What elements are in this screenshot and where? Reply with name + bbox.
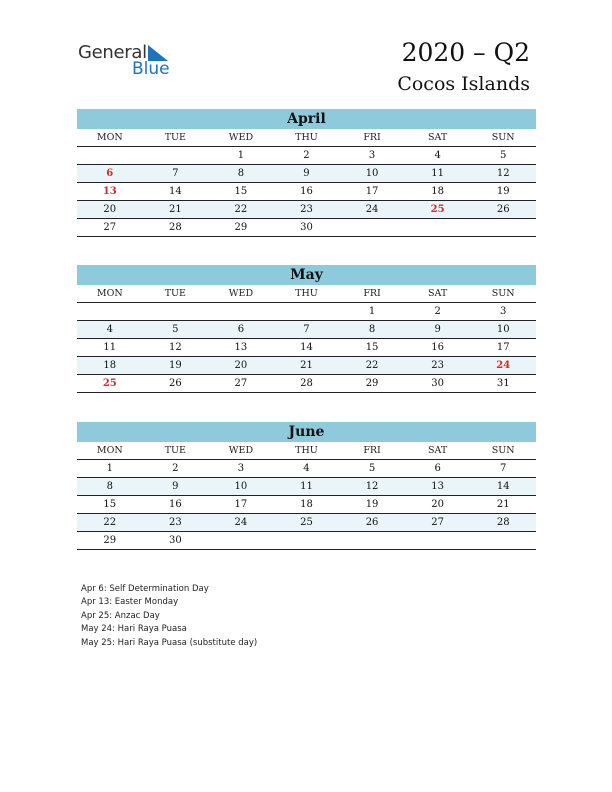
- week-row: [77, 375, 536, 393]
- weekday-label: TUE: [164, 445, 186, 456]
- weekday-label: THU: [295, 445, 318, 456]
- day-cell: 19: [496, 186, 510, 197]
- day-cell: 1: [237, 150, 245, 161]
- empty-day-cell: [143, 303, 209, 320]
- day-cell: 24: [234, 517, 248, 528]
- day-cell: 16: [168, 499, 182, 510]
- month-grid: [77, 303, 536, 393]
- week-row: [77, 532, 536, 550]
- day-cell: 1: [106, 463, 113, 474]
- day-cell: 13: [431, 481, 444, 492]
- day-cell: 17: [365, 186, 379, 197]
- day-cell: 28: [496, 517, 510, 528]
- empty-day-cell: [274, 303, 340, 320]
- week-row: [77, 219, 536, 237]
- day-cell: 2: [172, 463, 179, 474]
- weekday-label: THU: [295, 288, 318, 299]
- day-cell: 12: [496, 168, 510, 179]
- day-cell: 12: [365, 481, 379, 492]
- week-row: [77, 496, 536, 514]
- empty-day-cell: [77, 147, 143, 164]
- day-cell: 13: [234, 342, 248, 353]
- day-cell: 7: [500, 463, 507, 474]
- day-cell: 31: [496, 378, 510, 389]
- day-cell: 9: [303, 168, 310, 179]
- day-cell: 16: [431, 342, 444, 353]
- day-cell: 27: [431, 517, 444, 528]
- day-cell: 29: [103, 535, 117, 546]
- day-cell: 14: [168, 186, 182, 197]
- day-cell: 11: [300, 481, 313, 492]
- day-cell: 12: [168, 342, 182, 353]
- day-cell: 26: [168, 378, 182, 389]
- day-cell: 14: [300, 342, 313, 353]
- day-cell: 7: [303, 324, 310, 335]
- empty-day-cell: [405, 219, 471, 236]
- day-cell: 28: [168, 222, 182, 233]
- day-cell: 1: [368, 306, 376, 317]
- weekday-label: WED: [228, 288, 254, 299]
- empty-day-cell: [208, 532, 274, 549]
- day-cell: 30: [300, 222, 313, 233]
- day-cell: 10: [365, 168, 379, 179]
- empty-day-cell: [77, 303, 143, 320]
- holiday-notes: [81, 583, 257, 650]
- day-cell: 8: [106, 481, 113, 492]
- weekday-label: SAT: [428, 288, 448, 299]
- day-cell: 5: [500, 150, 507, 161]
- week-row: [77, 321, 536, 339]
- weekday-label: SAT: [428, 132, 448, 143]
- empty-day-cell: [143, 147, 209, 164]
- weekday-label: SAT: [428, 445, 448, 456]
- day-cell: 6: [434, 463, 441, 474]
- month-grid: [77, 460, 536, 550]
- week-row: [77, 357, 536, 375]
- day-cell: 30: [168, 535, 182, 546]
- empty-day-cell: [339, 532, 405, 549]
- day-cell: 22: [365, 360, 379, 371]
- logo-general-text: General: [78, 42, 147, 63]
- weekday-label: WED: [228, 445, 254, 456]
- day-cell: 8: [237, 168, 245, 179]
- day-cell: 27: [103, 222, 117, 233]
- month-grid: [77, 147, 536, 237]
- day-cell: 17: [496, 342, 510, 353]
- day-cell: 29: [365, 378, 379, 389]
- day-cell: 18: [103, 360, 117, 371]
- day-cell: 21: [300, 360, 313, 371]
- day-cell: 25: [300, 517, 313, 528]
- weekday-label: THU: [295, 132, 318, 143]
- day-cell: 27: [234, 378, 248, 389]
- weekday-label: FRI: [363, 132, 381, 143]
- day-cell: 10: [234, 481, 248, 492]
- day-cell: 5: [368, 463, 376, 474]
- day-cell: 24: [365, 204, 379, 215]
- day-cell: 19: [365, 499, 379, 510]
- day-cell: 2: [303, 150, 310, 161]
- logo-blue-text: Blue: [132, 59, 170, 79]
- day-cell: 18: [300, 499, 313, 510]
- day-cell: 3: [368, 150, 376, 161]
- week-row: [77, 339, 536, 357]
- day-cell: 16: [300, 186, 313, 197]
- page-subtitle: Cocos Islands: [397, 73, 530, 95]
- empty-day-cell: [470, 532, 536, 549]
- day-cell: 7: [172, 168, 179, 179]
- day-cell: 24: [496, 360, 511, 371]
- day-cell: 23: [168, 517, 182, 528]
- holiday-note: Apr 6: Self Determination Day: [81, 584, 209, 594]
- month-april: [77, 109, 536, 237]
- weekday-label: MON: [96, 288, 123, 299]
- day-cell: 10: [496, 324, 510, 335]
- day-cell: 26: [496, 204, 510, 215]
- day-cell: 13: [102, 186, 117, 197]
- day-cell: 11: [103, 342, 117, 353]
- day-cell: 29: [234, 222, 248, 233]
- week-row: [77, 478, 536, 496]
- week-row: [77, 183, 536, 201]
- empty-day-cell: [470, 219, 536, 236]
- month-name: April: [77, 109, 536, 129]
- weekday-label: SUN: [491, 288, 515, 299]
- day-cell: 9: [434, 324, 441, 335]
- day-cell: 18: [431, 186, 444, 197]
- day-cell: 25: [430, 204, 445, 215]
- empty-day-cell: [405, 532, 471, 549]
- day-cell: 17: [234, 499, 248, 510]
- empty-day-cell: [274, 532, 340, 549]
- day-cell: 23: [300, 204, 313, 215]
- day-cell: 30: [431, 378, 444, 389]
- generalblue-logo: [78, 42, 188, 82]
- week-row: [77, 460, 536, 478]
- day-cell: 15: [234, 186, 248, 197]
- week-row: [77, 201, 536, 219]
- day-cell: 22: [103, 517, 117, 528]
- day-cell: 6: [106, 168, 114, 179]
- holiday-note: Apr 13: Easter Monday: [81, 597, 179, 608]
- day-cell: 11: [431, 168, 444, 179]
- month-name: June: [77, 422, 536, 442]
- day-cell: 20: [431, 499, 444, 510]
- weekday-label: SUN: [491, 445, 515, 456]
- day-cell: 9: [172, 481, 179, 492]
- day-cell: 22: [234, 204, 248, 215]
- day-cell: 6: [237, 324, 245, 335]
- weekday-label: TUE: [164, 288, 186, 299]
- holiday-note: May 25: Hari Raya Puasa (substitute day): [81, 637, 258, 648]
- day-cell: 15: [103, 499, 117, 510]
- page-title: 2020 – Q2: [401, 38, 530, 67]
- day-cell: 26: [365, 517, 379, 528]
- weekday-header-row: [77, 442, 536, 460]
- day-cell: 20: [103, 204, 117, 215]
- weekday-label: MON: [96, 445, 123, 456]
- weekday-label: TUE: [164, 132, 186, 143]
- empty-day-cell: [339, 219, 405, 236]
- day-cell: 2: [434, 306, 441, 317]
- month-may: [77, 265, 536, 393]
- day-cell: 4: [434, 150, 441, 161]
- empty-day-cell: [208, 303, 274, 320]
- day-cell: 8: [368, 324, 376, 335]
- day-cell: 20: [234, 360, 248, 371]
- weekday-header-row: [77, 285, 536, 303]
- holiday-note: May 24: Hari Raya Puasa: [81, 624, 187, 635]
- holiday-note: Apr 25: Anzac Day: [81, 610, 160, 621]
- week-row: [77, 165, 536, 183]
- day-cell: 4: [303, 463, 310, 474]
- month-june: [77, 422, 536, 550]
- week-row: [77, 147, 536, 165]
- day-cell: 23: [431, 360, 444, 371]
- day-cell: 15: [365, 342, 379, 353]
- day-cell: 21: [168, 204, 182, 215]
- weekday-label: MON: [96, 132, 123, 143]
- week-row: [77, 514, 536, 532]
- weekday-label: FRI: [363, 445, 381, 456]
- weekday-header-row: [77, 129, 536, 147]
- day-cell: 28: [300, 378, 313, 389]
- day-cell: 19: [168, 360, 182, 371]
- day-cell: 3: [237, 463, 245, 474]
- day-cell: 4: [106, 324, 113, 335]
- month-name: May: [77, 265, 536, 285]
- weekday-label: SUN: [491, 132, 515, 143]
- week-row: [77, 303, 536, 321]
- day-cell: 5: [172, 324, 179, 335]
- day-cell: 14: [496, 481, 510, 492]
- day-cell: 25: [102, 378, 117, 389]
- weekday-label: WED: [228, 132, 254, 143]
- day-cell: 21: [496, 499, 510, 510]
- weekday-label: FRI: [363, 288, 381, 299]
- day-cell: 3: [500, 306, 507, 317]
